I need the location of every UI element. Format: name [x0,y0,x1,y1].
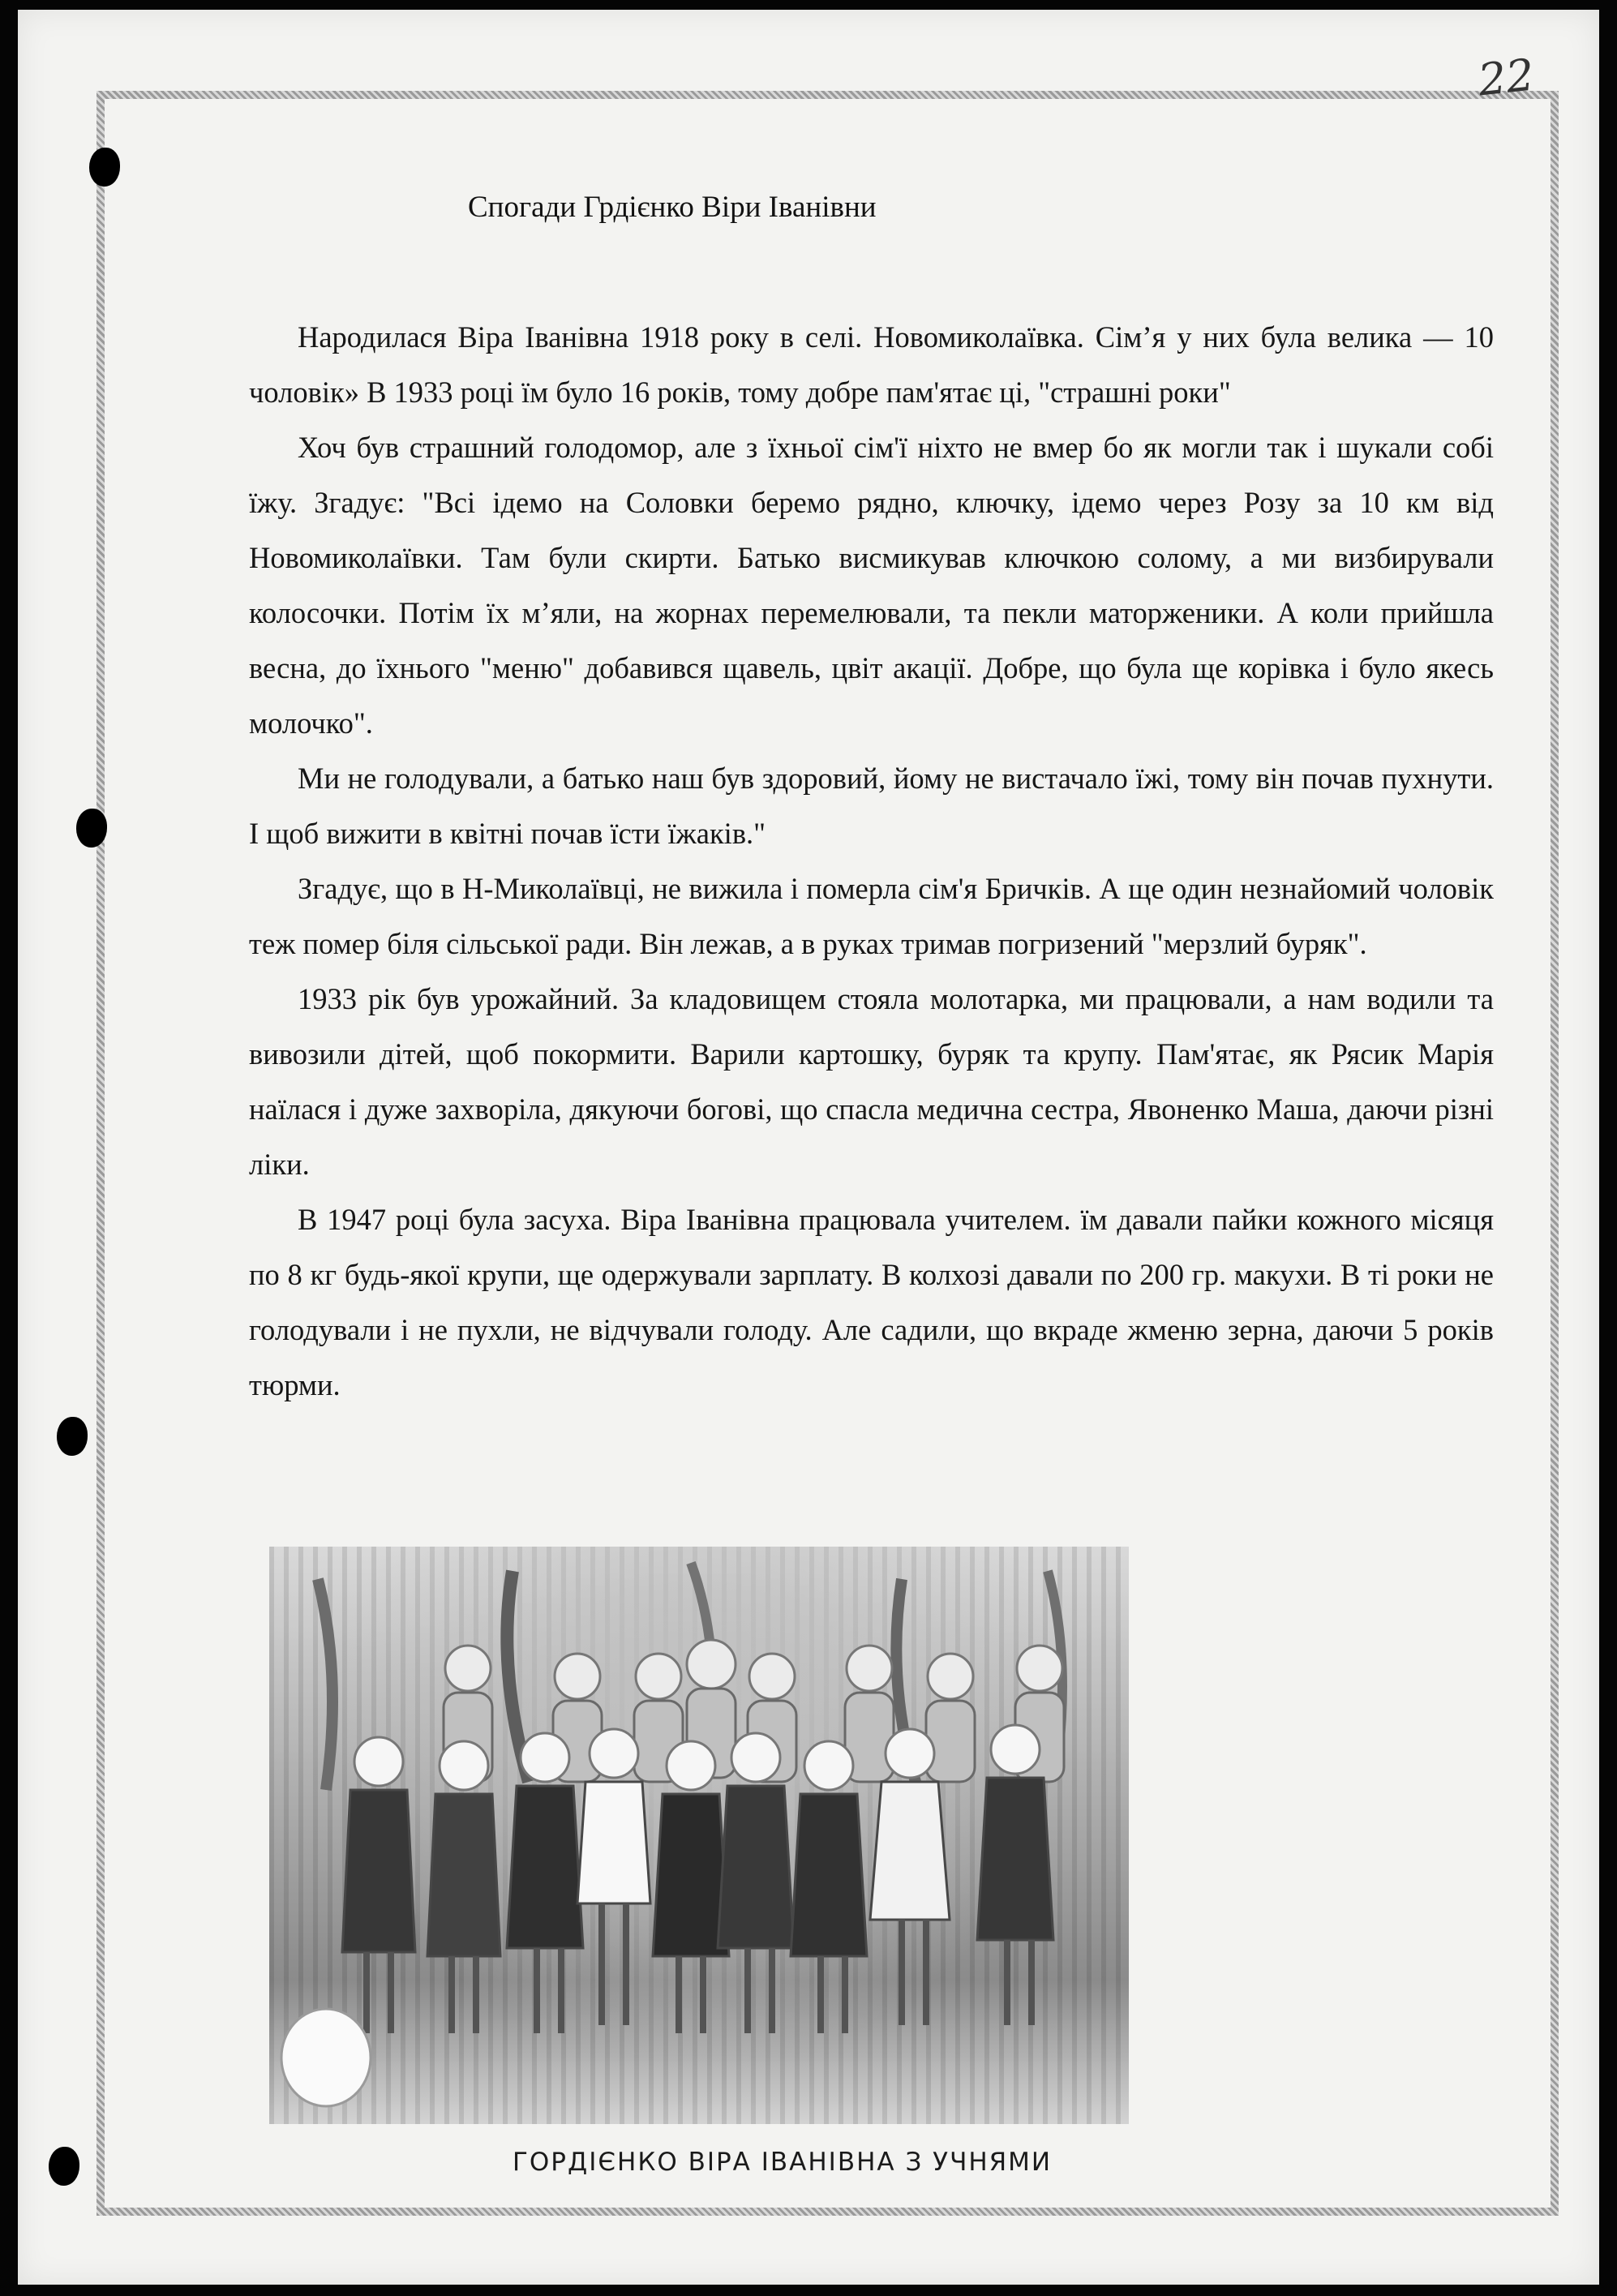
punch-hole [89,148,120,187]
group-photo [269,1547,1129,2124]
paragraph: Згадує, що в Н-Миколаївці, не вижила і померла сім'я Бричків. А ще один незнайомий чоловік теж помер біля сільської ради. Він лежав, а в руках тримав погризений "мерзлий буряк". [249,872,1494,960]
paragraph: Хоч був страшний голодомор, але з їхньої сім'ї ніхто не вмер бо як могли так і шукали собі їжу. Згадує: "Всі ідемо на Соловки беремо рядно, ключку, ідемо через Розу за 10 км від Новомиколаївки. Там були скирти. Батько висмикував ключкою солому, а ми визбирували колосочки. Потім їх м’яли, на жорнах перемелювали, та пекли маторженики. А коли прийшла весна, до їхнього "меню" добавився щавель, цвіт акації. Добре, що була ще корівка і було якесь молочко". [249,431,1494,740]
document-page [18,10,1599,2285]
paragraph: Ми не голодували, а батько наш був здоровий, йому не вистачало їжі, тому він почав пухнути. І щоб вижити в квітні почав їсти їжаків." [249,762,1494,850]
page-title: Спогади Грдієнко Віри Іванівни [468,191,877,224]
body-text [249,310,1494,1413]
punch-hole [49,2147,79,2186]
paragraph: 1933 рік був урожайний. За кладовищем стояла молотарка, ми працювали, а нам водили та вивозили дітей, щоб покормити. Варили картошку, буряк та крупу. Пам'ятає, як Рясик Марія наїлася і дуже захворіла, дякуючи богові, що спасла медична сестра, Явоненко Маша, даючи різні ліки. [249,982,1494,1181]
paragraph: Народилася Віра Іванівна 1918 року в селі. Новомиколаївка. Сім’я у них була велика — 10 чоловік» В 1933 році їм було 16 років, тому добре пам'ятає ці, "страшні роки" [249,320,1494,409]
punch-hole [57,1417,88,1456]
group-photo-icon [269,1547,1129,2124]
paragraph: В 1947 році була засуха. Віра Іванівна працювала учителем. їм давали пайки кожного місяця по 8 кг будь-якої крупи, ще одержували зарплату. В колхозі давали по 200 гр. макухи. В ті роки не голодували і не пухли, не відчували голоду. Але садили, що вкраде жменю зерна, даючи 5 років тюрми. [249,1203,1494,1401]
page-number: 22 [1476,49,1538,106]
photo-caption: ГОРДІЄНКО ВІРА ІВАНІВНА З УЧНЯМИ [513,2148,1053,2177]
punch-hole [76,809,107,848]
